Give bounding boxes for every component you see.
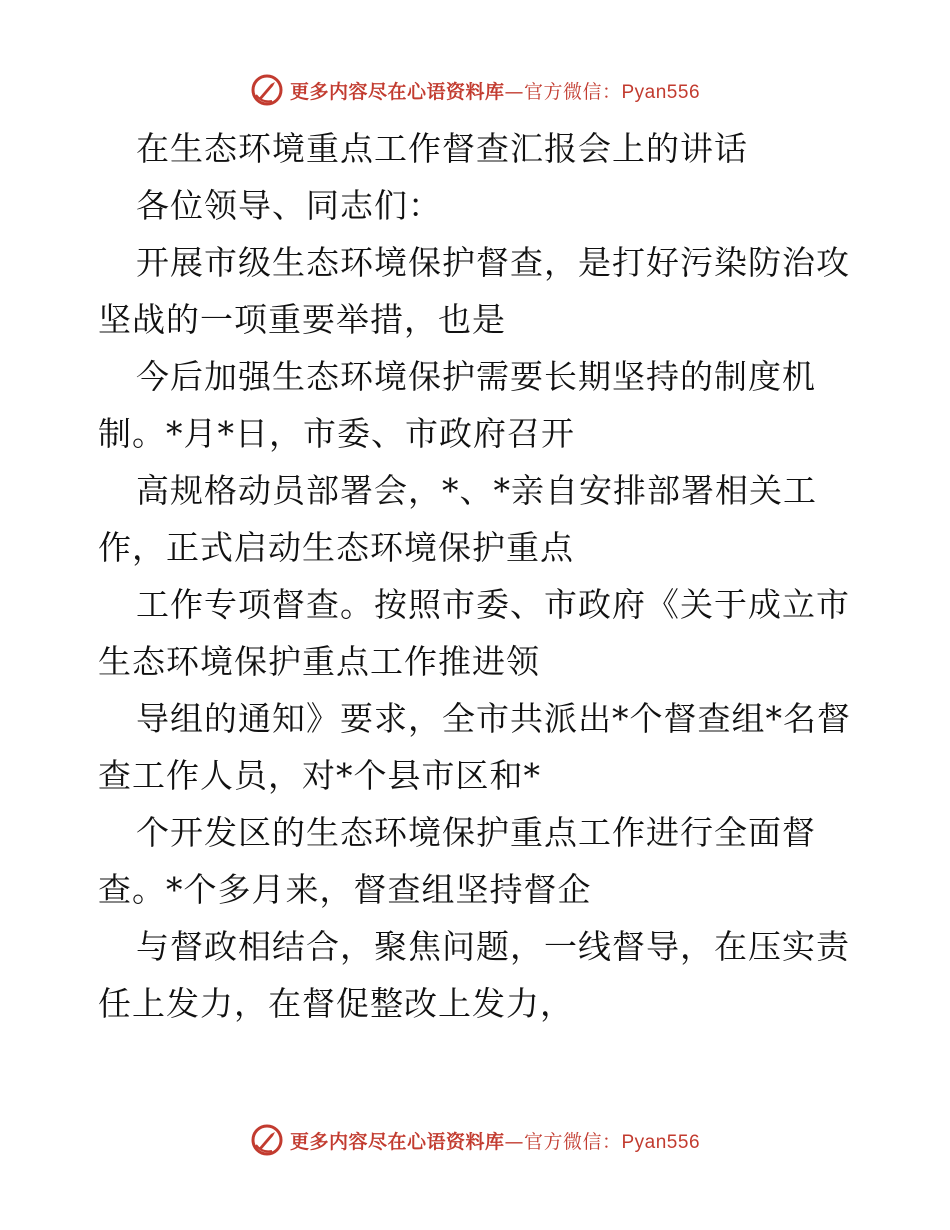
watermark-banner-top [0, 70, 950, 110]
watermark-wechat-label: 官方微信： [523, 80, 622, 103]
paragraph-line: 任上发力，在督促整改上发力， [98, 984, 574, 1023]
watermark-main-text: 更多内容尽在心语资料库 [289, 1130, 505, 1153]
paragraph-line: 高规格动员部署会，*、*亲自安排部署相关工 [136, 471, 817, 510]
quill-pen-logo-icon [250, 73, 284, 107]
paragraph-line: 查工作人员，对*个县市区和* [98, 756, 541, 795]
salutation: 各位领导、同志们： [136, 186, 442, 225]
paragraph-line: 开展市级生态环境保护督查，是打好污染防治攻 [136, 243, 850, 282]
paragraph-line: 坚战的一项重要举措，也是 [98, 300, 506, 339]
paragraph-line: 作，正式启动生态环境保护重点 [98, 528, 574, 567]
watermark-wechat-id: Pyan556 [621, 81, 701, 103]
watermark-main-text: 更多内容尽在心语资料库 [289, 80, 505, 103]
quill-pen-logo-icon [250, 1123, 284, 1157]
watermark-wechat-id: Pyan556 [621, 1131, 701, 1153]
paragraph-line: 导组的通知》要求，全市共派出*个督查组*名督 [136, 699, 851, 738]
paragraph-line: 生态环境保护重点工作推进领 [98, 642, 540, 681]
watermark-separator: — [504, 80, 524, 103]
paragraph-line: 查。*个多月来，督查组坚持督企 [98, 870, 592, 909]
watermark-banner-bottom [0, 1120, 950, 1160]
paragraph-line: 个开发区的生态环境保护重点工作进行全面督 [136, 813, 816, 852]
paragraph-line: 与督政相结合，聚焦问题，一线督导，在压实责 [136, 927, 850, 966]
document-title: 在生态环境重点工作督查汇报会上的讲话 [136, 129, 748, 168]
paragraph-line: 今后加强生态环境保护需要长期坚持的制度机 [136, 357, 816, 396]
paragraph-line: 工作专项督查。按照市委、市政府《关于成立市 [136, 585, 850, 624]
watermark-wechat-label: 官方微信： [523, 1130, 622, 1153]
watermark-separator: — [504, 1130, 524, 1153]
paragraph-line: 制。*月*日，市委、市政府召开 [98, 414, 575, 453]
document-body [98, 120, 858, 1032]
